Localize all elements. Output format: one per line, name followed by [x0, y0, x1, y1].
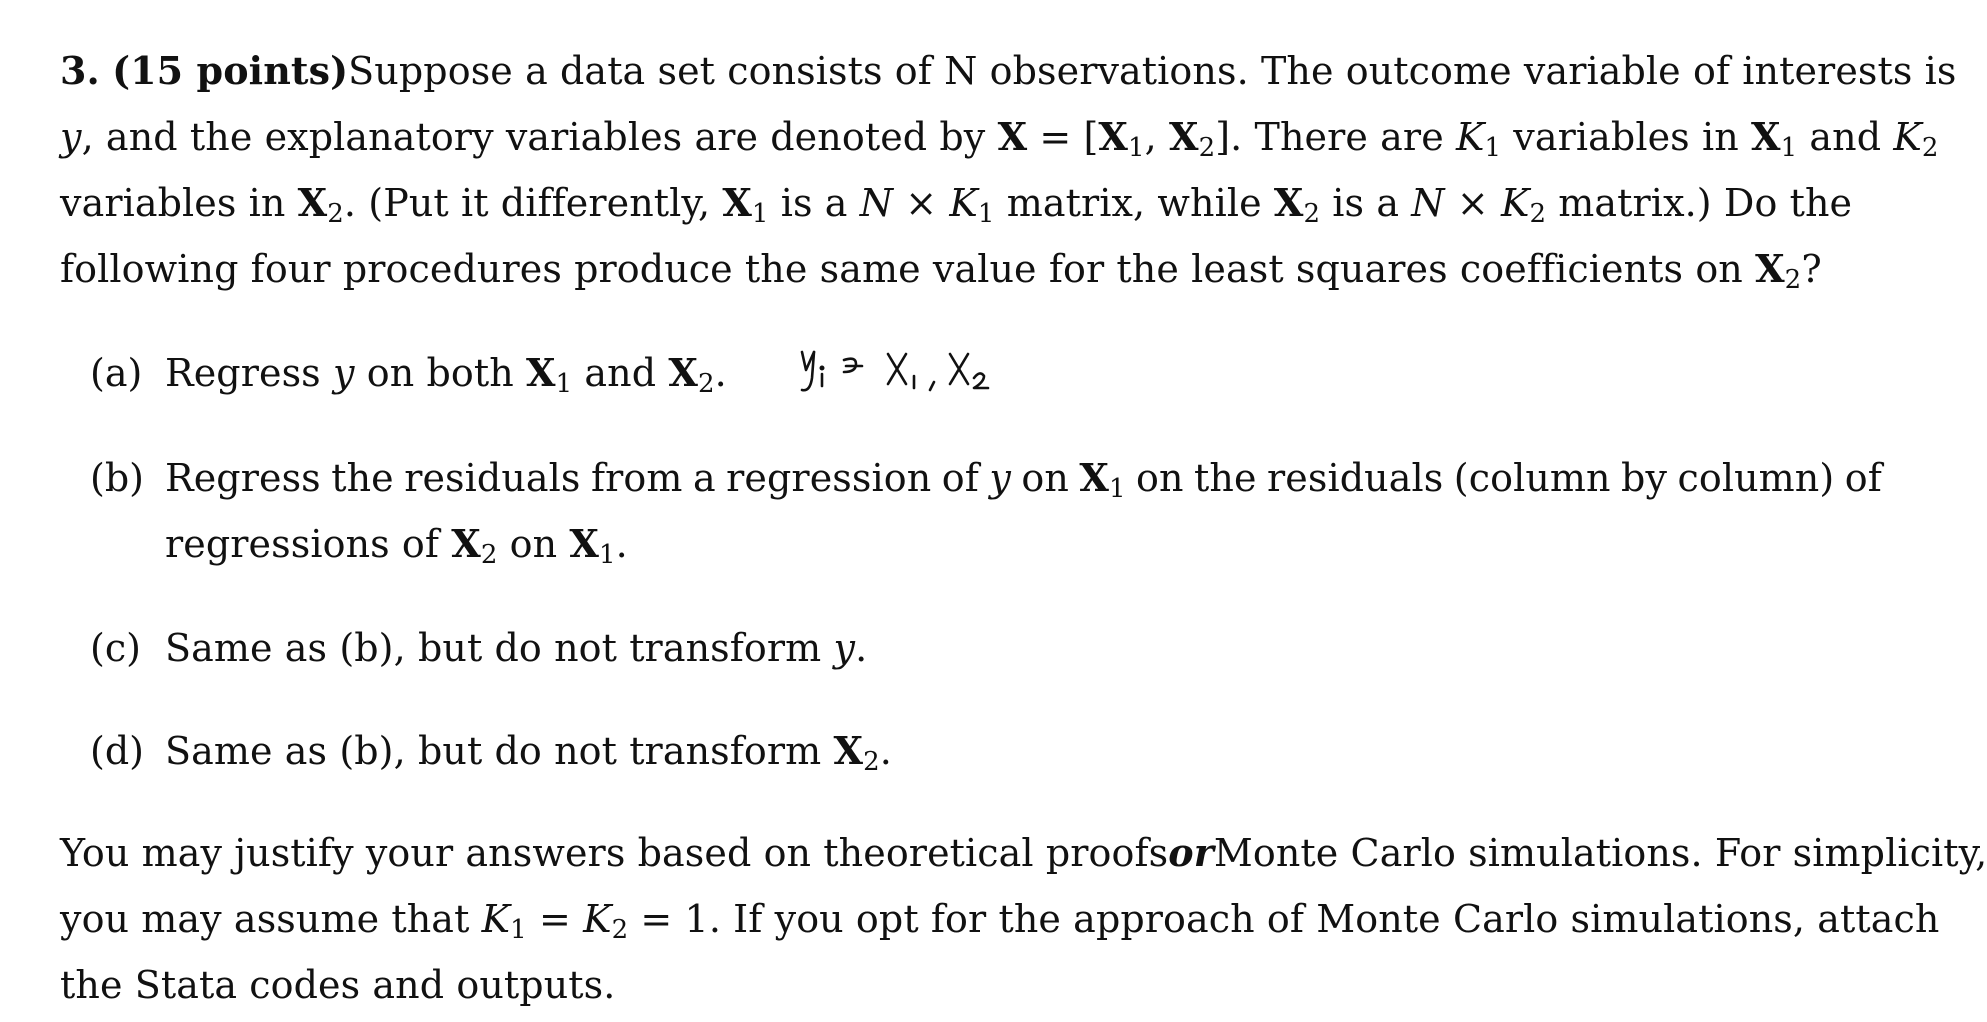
hand-i-dot	[821, 367, 823, 369]
closing-line-3: the Stata codes and outputs.	[60, 963, 616, 1007]
question-heading	[60, 48, 348, 94]
intro-line-4: following four procedures produce the same value for the least squares coefficients on $X_2$?	[60, 246, 1822, 295]
intro-line-1	[60, 48, 1957, 94]
closing-line-1: You may justify your answers based on theoretical proofs or Monte Carlo simulations. For simplicity,	[60, 830, 1987, 875]
question-points: (15 points)	[112, 48, 349, 93]
hand-sub2-stroke	[974, 373, 988, 388]
hand-comma	[930, 382, 934, 390]
handwritten-annotation	[790, 340, 1050, 410]
question-number: 3.	[60, 48, 100, 93]
item-c-label: (c)	[90, 626, 141, 670]
intro-text-1: Suppose a data set consists of N observations. The outcome variable of interests is	[348, 49, 1957, 93]
intro-line-3: variables in $X_2$. (Put it differently, $X_1$ is a $N \times K_1$ matrix, while $X_2$ is a $N \times K_2$ matrix.) Do the	[60, 180, 1853, 229]
item-d-label: (d)	[90, 729, 144, 773]
item-c-text: Same as (b), but do not transform y.	[165, 626, 868, 670]
item-b-line-1: Regress the residuals from a regression of y on $X_1$ on the residuals (column by column) of	[165, 455, 1882, 504]
item-a-label: (a)	[90, 351, 143, 395]
intro-line-2: y, and the explanatory variables are denoted by $X = [X_1$, $X_2$]. There are $K_1$ variables in $X_1$ and $K_2$	[60, 114, 1939, 163]
item-a-text: Regress y on both $X_1$ and $X_2$.	[165, 350, 727, 399]
item-b-label: (b)	[90, 456, 144, 500]
item-b-line-2: regressions of $X_2$ on $X_1$.	[165, 521, 628, 570]
closing-line-2: you may assume that $K_1 = K_2 = 1$. If you opt for the approach of Monte Carlo simulations, attach	[60, 897, 1940, 945]
item-d-text: Same as (b), but do not transform $X_2$.	[165, 728, 892, 777]
